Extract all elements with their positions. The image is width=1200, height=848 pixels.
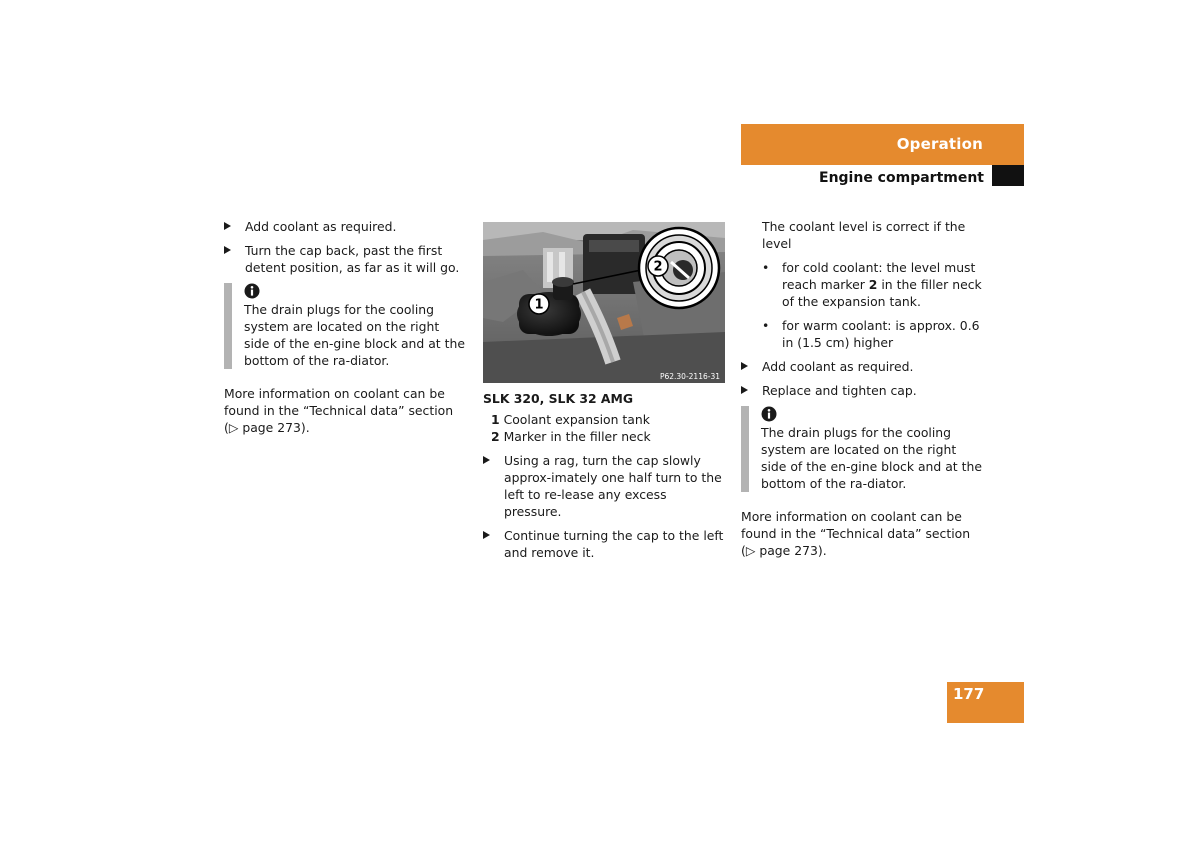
step-arrow-icon [224,222,231,230]
page-ref-icon: ▷ [745,543,756,558]
legend-number: 1 [491,412,500,427]
column-middle [483,222,727,568]
step-text: Add coolant as required. [762,359,914,374]
step-arrow-icon [224,246,231,254]
marker-number: 2 [868,277,878,292]
more-info-paragraph: More information on coolant can be found in the “Technical data” section (▷ page 273). [224,386,454,435]
info-icon [761,406,777,422]
callout-2-label: 2 [653,259,663,275]
bullet-item [741,317,985,351]
step-text: Continue turning the cap to the left and remove it. [504,528,724,560]
info-note [224,283,468,369]
more-info-text: More information on coolant can be found in the “Technical data” section [224,386,454,418]
step-text: Add coolant as required. [245,219,397,234]
page-ref-link[interactable]: page 273). [759,543,827,558]
step-text: Turn the cap back, past the first detent position, as far as it will go. [245,243,460,275]
instruction-step [741,382,985,399]
column-left [224,218,468,436]
legend-item [491,411,727,428]
step-arrow-icon [483,456,490,464]
info-icon [244,283,260,299]
instruction-step [483,452,727,520]
note-text: The drain plugs for the cooling system are located on the right side of the en-gine block and at the bottom of the ra-diator. [244,302,465,368]
info-note [741,406,985,492]
subsection-title: Engine compartment [819,170,984,186]
step-text: Replace and tighten cap. [762,383,917,398]
figure-legend [483,411,727,445]
bullet-text: for warm coolant: is approx. 0.6 in (1.5 cm) higher [782,318,980,350]
more-info-paragraph: More information on coolant can be found in the “Technical data” section (▷ page 273). [741,509,971,558]
page-ref-icon: ▷ [228,420,239,435]
legend-item [491,428,727,445]
bullet-dot-icon: • [762,260,770,275]
more-info-text: More information on coolant can be found in the “Technical data” section [741,509,971,541]
bullet-dot-icon: • [762,318,770,333]
header-marker-block [992,165,1024,186]
note-bar [224,283,232,369]
callout-1-label: 1 [534,297,544,313]
note-bar [741,406,749,492]
column-right [741,218,985,559]
section-header-band [741,124,1024,165]
step-arrow-icon [483,531,490,539]
step-arrow-icon [741,386,748,394]
instruction-step [224,242,468,276]
page-ref-link[interactable]: page 273). [242,420,310,435]
legend-text: Marker in the filler neck [503,429,651,444]
page-number: 177 [947,682,1024,723]
engine-compartment-figure [483,222,725,383]
note-text: The drain plugs for the cooling system are located on the right side of the en-gine block and at the bottom of the ra-diator. [761,425,982,491]
bullet-text: for cold coolant: the level must reach marker [782,260,976,292]
step-arrow-icon [741,362,748,370]
section-title: Operation [896,135,983,153]
instruction-step [741,358,985,375]
legend-number: 2 [491,429,500,444]
step-text: Using a rag, turn the cap slowly approx-imately one half turn to the left to re-lease any excess pressure. [504,453,722,519]
figure-code: P62.30-2116-31 [659,372,720,381]
legend-text: Coolant expansion tank [503,412,650,427]
figure-caption: SLK 320, SLK 32 AMG [483,391,634,406]
bullet-text-end: in the filler neck of the expansion tank. [782,277,982,309]
instruction-step [224,218,468,235]
bullet-item [741,259,985,310]
coolant-level-intro: The coolant level is correct if the level [762,219,966,251]
instruction-step [483,527,727,561]
